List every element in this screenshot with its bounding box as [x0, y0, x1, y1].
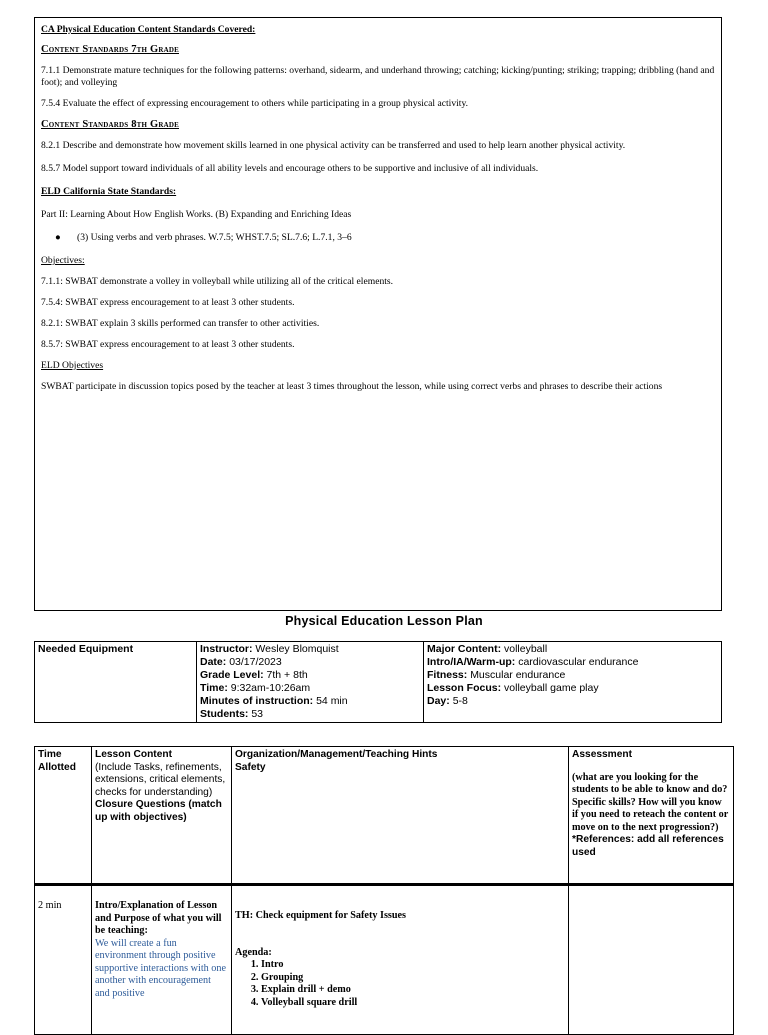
fitness-label: Fitness:	[427, 669, 468, 681]
objective-8-5-7: 8.5.7: SWBAT express encouragement to at least 3 other students.	[41, 339, 295, 350]
row1-title: Intro/Explanation of Lesson and Purpose of what you will be teaching:	[95, 900, 222, 936]
assess-header-title: Assessment	[572, 749, 633, 760]
objectives-heading: Objectives:	[41, 255, 85, 266]
row1-org	[232, 885, 569, 1035]
lesson-table	[34, 746, 734, 1035]
plan-title: Physical Education Lesson Plan	[285, 614, 483, 628]
intro-label: Intro/IA/Warm-up:	[427, 656, 516, 668]
assess-header-sub: (what are you looking for the students to be able to know and do? Specific skills? How will you know if you need to reteach the content or move on to the next progression?)	[572, 771, 729, 833]
fitness-value: Muscular endurance	[470, 669, 566, 681]
row1-content	[92, 885, 232, 1035]
safety-header: Safety	[235, 761, 266, 773]
standard-8-2-1: 8.2.1 Describe and demonstrate how movement skills learned in one physical activity can be transferred and used to help learn another physical activity.	[41, 140, 626, 151]
eld-objectives-text: SWBAT participate in discussion topics posed by the teacher at least 3 times throughout the lesson, while using correct verbs and phrases to describe their actions	[41, 381, 663, 392]
agenda-item: 3. Explain drill + demo	[261, 984, 565, 997]
eld-objectives-heading: ELD Objectives	[41, 360, 104, 371]
agenda-list	[235, 959, 565, 1009]
day-value: 5-8	[452, 695, 468, 707]
row1-text: We will create a fun environment through positive supportive interactions with one another with encouragement and positive	[95, 937, 226, 999]
content-header	[92, 747, 232, 885]
instructor-value: Wesley Blomquist	[255, 643, 339, 655]
time-value: 9:32am-10:26am	[230, 682, 311, 694]
content-cell	[424, 642, 722, 723]
focus-value: volleyball game play	[504, 682, 599, 694]
eld-bullet-text: (3) Using verbs and verb phrases. W.7.5; WHST.7.5; SL.7.6; L.7.1, 3–6	[77, 232, 352, 243]
date-label: Date:	[200, 656, 227, 668]
org-header	[232, 747, 569, 885]
agenda-label: Agenda:	[235, 946, 272, 958]
eld-part: Part II: Learning About How English Works. (B) Expanding and Enriching Ideas	[41, 209, 352, 220]
row1-time: 2 min	[35, 885, 92, 1035]
equipment-cell: Needed Equipment	[35, 642, 197, 723]
standard-7-5-4: 7.5.4 Evaluate the effect of expressing encouragement to others while participating in a group physical activity.	[41, 98, 469, 109]
eld-heading: ELD California State Standards:	[41, 186, 177, 197]
minutes-label: Minutes of instruction:	[200, 695, 314, 707]
row1-teaching-hint: TH: Check equipment for Safety Issues	[235, 910, 407, 921]
focus-label: Lesson Focus:	[427, 682, 502, 694]
intro-value: cardiovascular endurance	[518, 656, 639, 668]
objective-8-2-1: 8.2.1: SWBAT explain 3 skills performed can transfer to other activities.	[41, 318, 320, 329]
bullet-icon: ●	[55, 232, 61, 243]
time-header: Time Allotted	[35, 747, 92, 885]
row1-assessment	[569, 885, 734, 1035]
major-value: volleyball	[504, 643, 548, 655]
standard-7-1-1: 7.1.1 Demonstrate mature techniques for the following patterns: overhand, sidearm, and underhand throwing; catching; kicking/punting; striking; trapping; dribbling (hand and foot); and volleying	[41, 65, 715, 88]
agenda-item: 4. Volleyball square drill	[261, 997, 565, 1010]
grade-value: 7th + 8th	[266, 669, 308, 681]
minutes-value: 54 min	[316, 695, 348, 707]
assess-header	[569, 747, 734, 885]
standards-box	[34, 17, 722, 611]
references-header: *References: add all references used	[572, 834, 724, 858]
major-label: Major Content:	[427, 643, 502, 655]
eld-bullet-item	[41, 232, 715, 244]
date-value: 03/17/2023	[229, 656, 282, 668]
agenda-item: 1. Intro	[261, 959, 565, 972]
info-table	[34, 641, 722, 723]
instructor-cell	[197, 642, 424, 723]
grade8-heading: Content Standards 8th Grade	[41, 119, 179, 130]
day-label: Day:	[427, 695, 450, 707]
grade-label: Grade Level:	[200, 669, 264, 681]
objective-7-5-4: 7.5.4: SWBAT express encouragement to at least 3 other students.	[41, 297, 295, 308]
org-header-title: Organization/Management/Teaching Hints	[235, 749, 438, 760]
agenda-item: 2. Grouping	[261, 972, 565, 985]
closure-header: Closure Questions (match up with objectives)	[95, 799, 222, 823]
students-label: Students:	[200, 708, 249, 720]
grade7-heading: Content Standards 7th Grade	[41, 44, 179, 55]
time-label: Time:	[200, 682, 228, 694]
instructor-label: Instructor:	[200, 643, 253, 655]
standards-heading: CA Physical Education Content Standards Covered:	[41, 24, 256, 35]
content-header-title: Lesson Content	[95, 749, 172, 760]
standard-8-5-7: 8.5.7 Model support toward individuals of all ability levels and encourage others to be supportive and inclusive of all individuals.	[41, 163, 539, 174]
objective-7-1-1: 7.1.1: SWBAT demonstrate a volley in volleyball while utilizing all of the critical elements.	[41, 276, 394, 287]
content-header-sub: (Include Tasks, refinements, extensions, critical elements, checks for understanding)	[95, 761, 226, 798]
students-value: 53	[251, 708, 264, 720]
